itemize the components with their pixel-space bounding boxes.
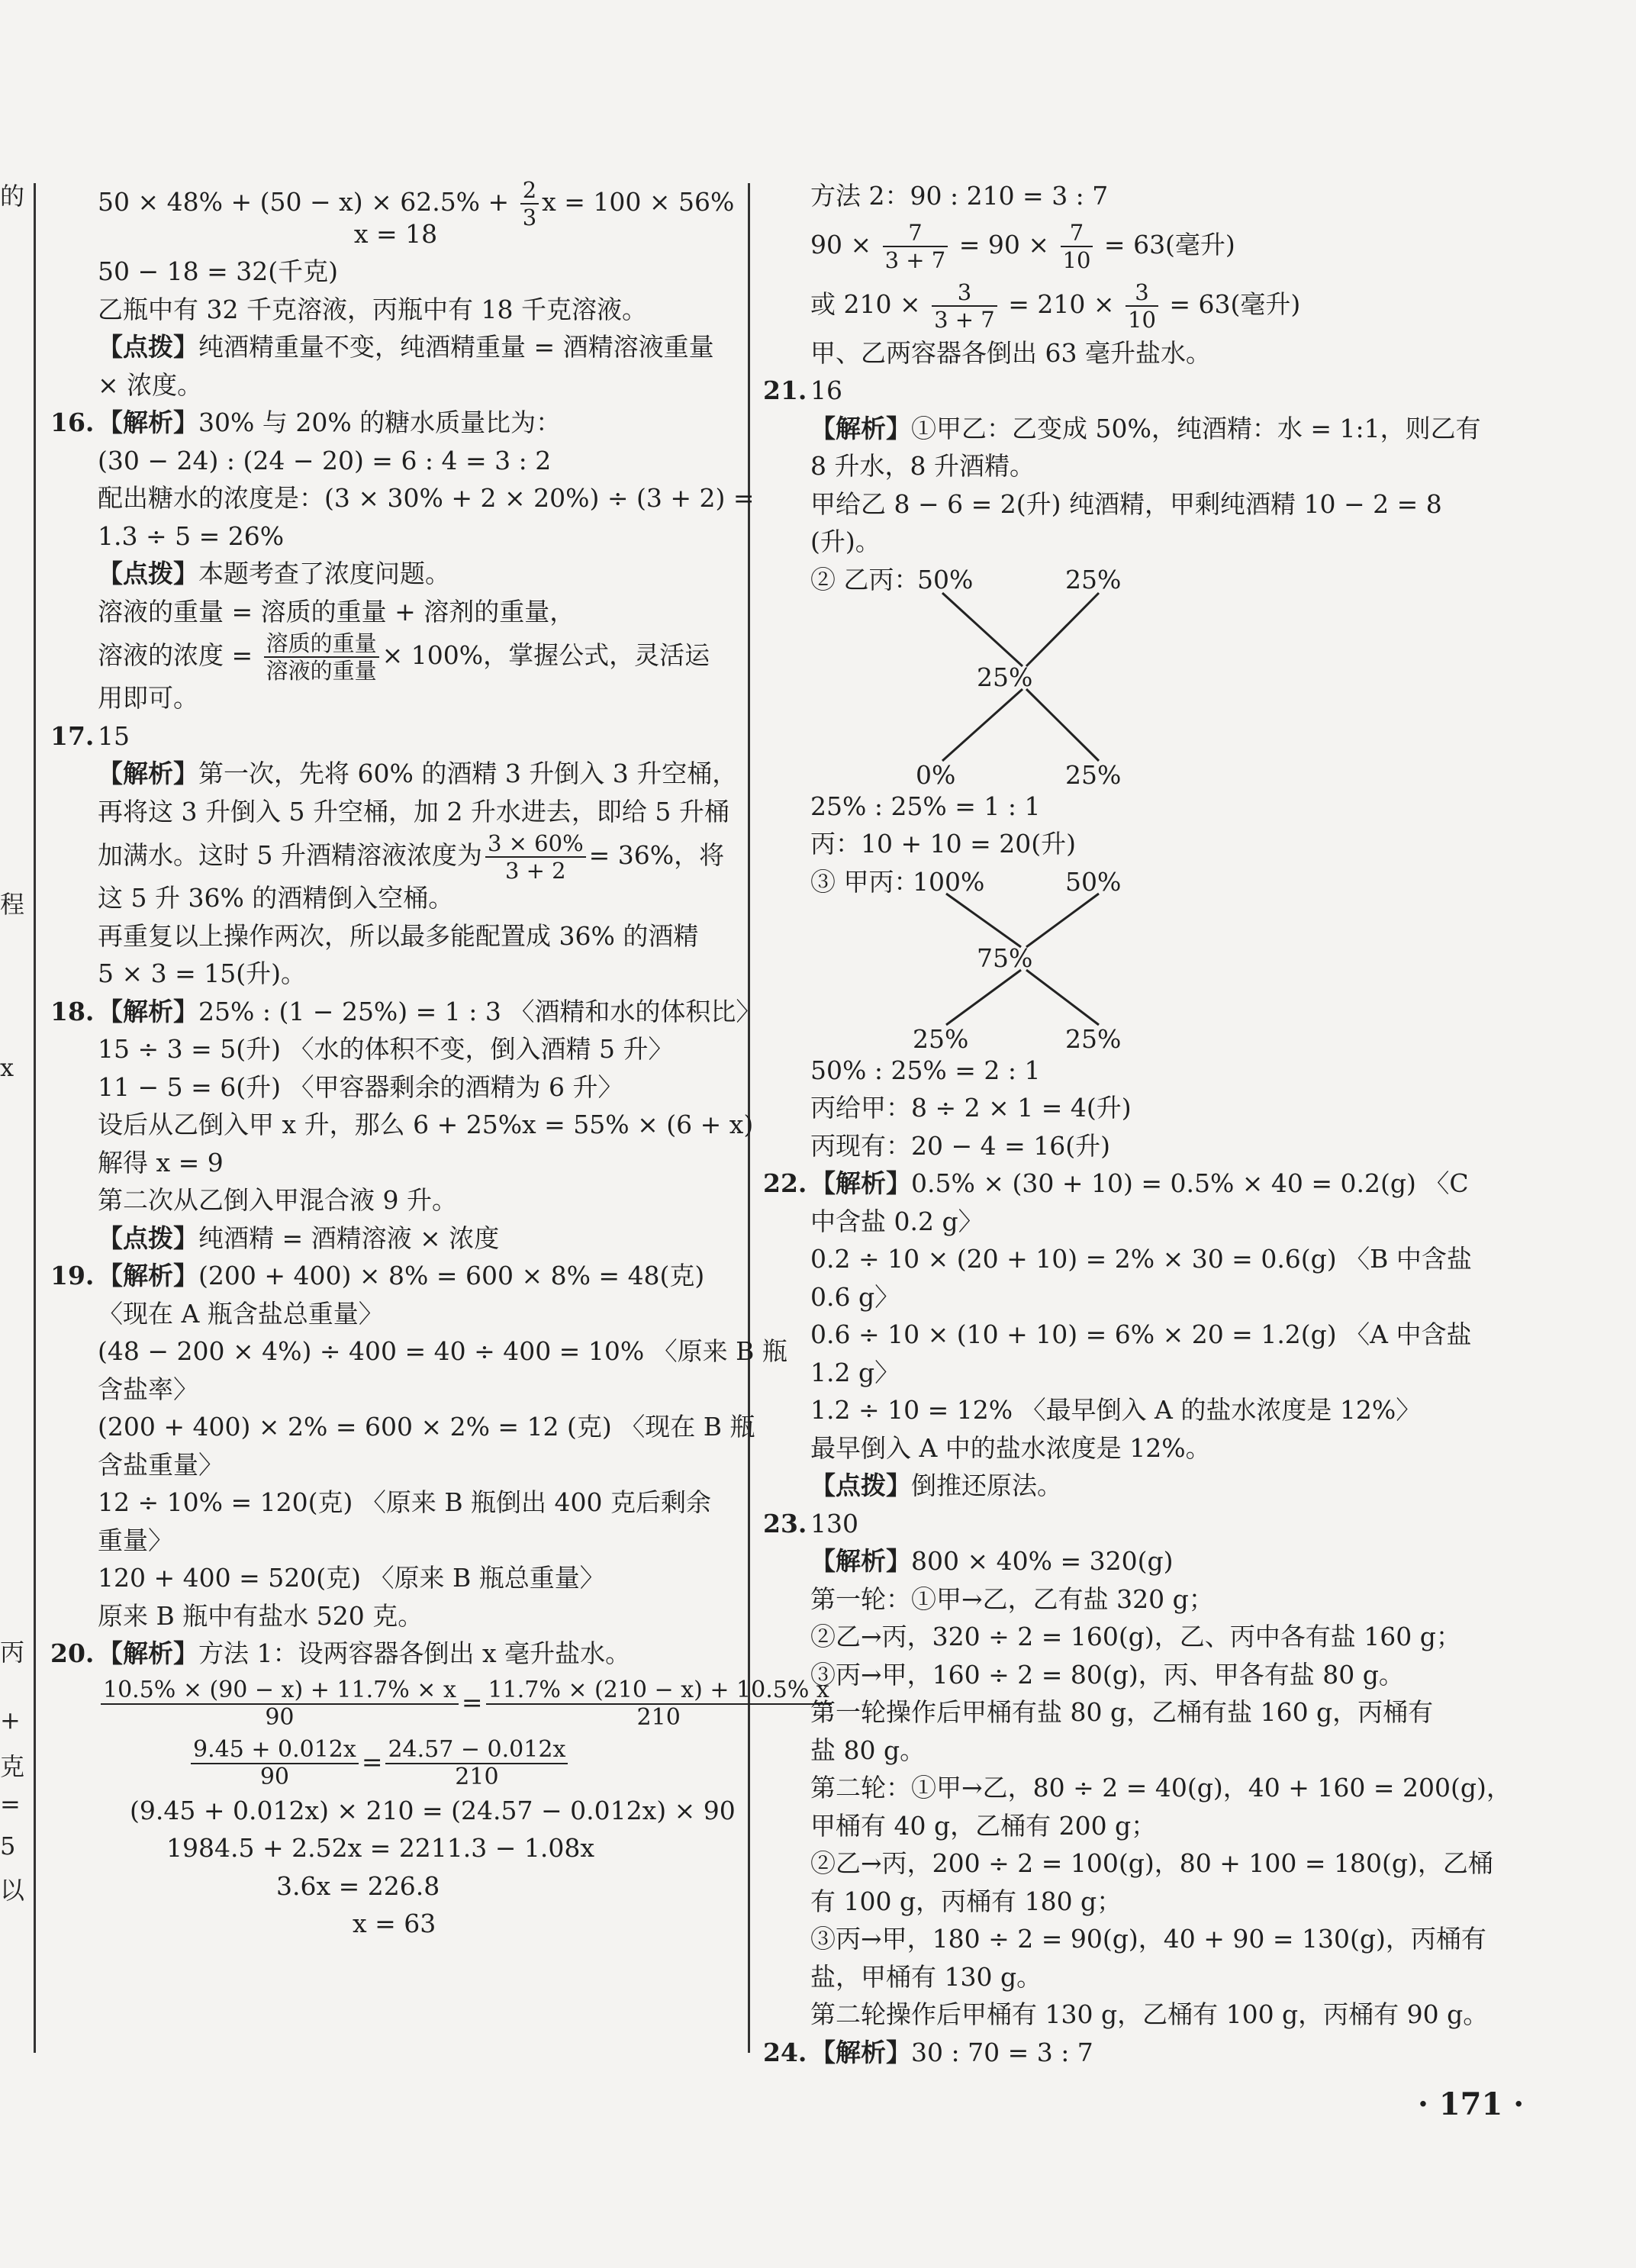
cross-top-left: 100%	[913, 866, 985, 897]
text-line: 这 5 升 36% 的酒精倒入空桶。	[98, 883, 454, 913]
text-line: (200 + 400) × 2% = 600 × 2% = 12 (克) 〈现在 B 瓶	[98, 1412, 755, 1442]
text-line: 第一轮：①甲→乙，乙有盐 320 g；	[810, 1583, 1214, 1614]
text-line: (30 − 24) : (24 − 20) = 6 : 4 = 3 : 2	[98, 445, 552, 475]
text-line: 0.6 g〉	[810, 1281, 900, 1312]
edge-fragment: 克	[0, 1752, 25, 1781]
cross-middle: 25%	[977, 662, 1033, 692]
edge-fragment: x	[0, 1053, 14, 1082]
page-number: · 171 ·	[1418, 2086, 1525, 2122]
fraction: $\frac{24.57 - 0.012x}{210}$	[385, 1737, 568, 1790]
edge-fragment: 5	[0, 1831, 16, 1860]
left-margin-rule	[34, 183, 36, 2053]
text-line: 15 ÷ 3 = 5(升) 〈水的体积不变，倒入酒精 5 升〉	[98, 1034, 674, 1064]
text-line: 乙瓶中有 32 千克溶液，丙瓶中有 18 千克溶液。	[98, 294, 647, 324]
text-line: 1.3 ÷ 5 = 26%	[98, 520, 285, 551]
cross-diagram-yi-bing	[763, 561, 1572, 788]
cross-top-right: 25%	[1065, 564, 1122, 594]
cross-label: ② 乙丙：	[810, 564, 919, 594]
edge-fragment: 程	[0, 890, 25, 919]
text-line: 第一轮操作后甲桶有盐 80 g，乙桶有盐 160 g，丙桶有	[810, 1697, 1434, 1727]
text-line: 甲给乙 8 − 6 = 2(升) 纯酒精，甲剩纯酒精 10 − 2 = 8	[810, 488, 1442, 519]
text-line: 120 + 400 = 520(克) 〈原来 B 瓶总重量〉	[98, 1563, 605, 1593]
edge-fragment: 的	[0, 182, 25, 211]
question-19: 19. 【解析】(200 + 400) × 8% = 600 × 8% = 48(克)	[50, 1261, 705, 1290]
text-line: 最早倒入 A 中的盐水浓度是 12%。	[810, 1432, 1211, 1463]
text-line: 丙：10 + 10 = 20(升)	[810, 829, 1076, 859]
cross-top-left: 50%	[917, 564, 974, 594]
edge-fragment: 丙	[0, 1638, 25, 1667]
cross-bottom-left: 0%	[916, 759, 956, 790]
text-line: 溶液的重量 = 溶质的重量 + 溶剂的重量，	[98, 596, 575, 627]
text-line: 甲桶有 40 g，乙桶有 200 g；	[810, 1810, 1157, 1841]
text-line: 5 × 3 = 15(升)。	[98, 958, 306, 988]
fraction: $\frac{7}{3 + 7}$	[883, 220, 948, 273]
text-line: 再将这 3 升倒入 5 升空桶，加 2 升水进去，即给 5 升桶	[98, 796, 729, 826]
text-line: 11 − 5 = 6(升) 〈甲容器剩余的酒精为 6 升〉	[98, 1071, 623, 1102]
text-line: 第二轮：①甲→乙，80 ÷ 2 = 40(g)，40 + 160 = 200(g)，	[810, 1773, 1512, 1802]
equation-line: 或 210 × $\frac{3}{3 + 7}$ = 210 × $\frac{3}{10}$ = 63(毫升)	[810, 279, 1301, 333]
text-line: 1.2 g〉	[810, 1357, 900, 1387]
text-line: 0.2 ÷ 10 × (20 + 10) = 2% × 30 = 0.6(g) 〈B 中含盐	[810, 1244, 1472, 1274]
text-line: 0.6 ÷ 10 × (10 + 10) = 6% × 20 = 1.2(g) 〈A 中含盐	[810, 1319, 1472, 1349]
equation-line: 1984.5 + 2.52x = 2211.3 − 1.08x	[166, 1833, 594, 1863]
right-column	[763, 177, 1572, 2071]
text-line: 原来 B 瓶中有盐水 520 克。	[98, 1600, 423, 1631]
text-line: 中含盐 0.2 g〉	[810, 1206, 984, 1236]
fraction: $\frac{10.5\% \times (90 - x) + 11.7\% \times x}{90}$	[101, 1677, 459, 1731]
fraction: $\frac{9.45 + 0.012x}{90}$	[191, 1737, 359, 1790]
text-line: ②乙→丙，320 ÷ 2 = 160(g)，乙、丙中各有盐 160 g；	[810, 1622, 1461, 1651]
cross-bottom-right: 25%	[1065, 1023, 1122, 1054]
question-23: 23. 130	[763, 1508, 858, 1538]
text-line: 丙现有：20 − 4 = 16(升)	[810, 1130, 1110, 1161]
text-line: 方法 2：90 : 210 = 3 : 7	[810, 181, 1109, 211]
text-line: 解得 x = 9	[98, 1147, 224, 1177]
fraction: $\frac{3}{3 + 7}$	[932, 279, 997, 333]
cross-bottom-right: 25%	[1065, 759, 1122, 790]
question-16: 16. 【解析】30% 与 20% 的糖水质量比为：	[50, 408, 562, 437]
cross-diagram-jia-bing	[763, 863, 1572, 1052]
question-17: 17. 15	[50, 720, 130, 751]
formula-line: 加满水。这时 5 升酒精溶液浓度为 $\frac{3 \times 60\%}{3 + 2}$ = 36%，将	[98, 830, 725, 884]
text-line: 甲、乙两容器各倒出 63 毫升盐水。	[810, 337, 1211, 368]
text-line: 【解析】800 × 40% = 320(g)	[810, 1546, 1174, 1576]
text-line: ③丙→甲，160 ÷ 2 = 80(g)，丙、甲各有盐 80 g。	[810, 1659, 1404, 1690]
equation-line: x = 63	[353, 1909, 436, 1938]
text-line: 配出糖水的浓度是：(3 × 30% + 2 × 20%) ÷ (3 + 2) =	[98, 483, 755, 513]
text-line: ②乙→丙，200 ÷ 2 = 100(g)，80 + 100 = 180(g)，乙桶	[810, 1848, 1493, 1878]
text-line: 25% : 25% = 1 : 1	[810, 791, 1041, 821]
text-line: 含盐率〉	[98, 1374, 198, 1404]
text-line: 8 升水，8 升酒精。	[810, 451, 1035, 481]
edge-fragment: =	[0, 1790, 21, 1819]
cross-bottom-left: 25%	[913, 1023, 969, 1054]
fraction: $\frac{2}{3}$	[520, 177, 539, 230]
text-line: 重量〉	[98, 1525, 173, 1555]
fraction: $\frac{11.7\% \times (210 - x) + 10.5\% x}{210}$	[486, 1677, 832, 1731]
text-line: (48 − 200 × 4%) ÷ 400 = 40 ÷ 400 = 10% 〈原来 B 瓶	[98, 1336, 787, 1366]
equation-line: $\frac{10.5\% \times (90 - x) + 11.7\% \times x}{90}$ = $\frac{11.7\% \times (210 - x) + 10.5\% x}{210}$	[50, 1673, 741, 1732]
equation-line: x = 18	[353, 218, 438, 249]
text-line: 第二轮操作后甲桶有 130 g，乙桶有 100 g，丙桶有 90 g。	[810, 1999, 1489, 2029]
text-line: ③丙→甲，180 ÷ 2 = 90(g)，40 + 90 = 130(g)，丙桶有	[810, 1924, 1486, 1954]
equation-line: $\frac{9.45 + 0.012x}{90}$ = $\frac{24.57 - 0.012x}{210}$	[50, 1732, 741, 1792]
edge-fragment: 以	[0, 1876, 25, 1905]
formula-line: 溶液的浓度 = $\frac{\text{溶质的重量}}{\text{溶液的重量}}$ × 100%，掌握公式，灵活运	[98, 630, 710, 684]
question-18: 18. 【解析】25% : (1 − 25%) = 1 : 3 〈酒精和水的体积比〉	[50, 996, 762, 1026]
text-line: 有 100 g，丙桶有 180 g；	[810, 1886, 1122, 1916]
equation-line: 50 × 48% + (50 − x) × 62.5% + $\frac{2}{3}$ x = 100 × 56%	[98, 177, 735, 230]
equation-line: 90 × $\frac{7}{3 + 7}$ = 90 × $\frac{7}{10}$ = 63(毫升)	[810, 219, 1235, 273]
text-line: 第二次从乙倒入甲混合液 9 升。	[98, 1185, 457, 1215]
text-line: 盐，甲桶有 130 g。	[810, 1961, 1042, 1992]
cross-middle: 75%	[977, 942, 1033, 973]
text-line: 〈现在 A 瓶含盐总重量〉	[98, 1298, 384, 1329]
question-22: 22. 【解析】0.5% × (30 + 10) = 0.5% × 40 = 0.2(g) 〈C	[763, 1168, 1469, 1198]
edge-fragment: +	[0, 1706, 21, 1735]
text-line: 含盐重量〉	[98, 1449, 224, 1480]
question-21: 21. 16	[763, 375, 842, 405]
equation-line: (9.45 + 0.012x) × 210 = (24.57 − 0.012x) × 90	[130, 1795, 736, 1825]
text-line: 盐 80 g。	[810, 1735, 926, 1765]
fraction: $\frac{3 \times 60\%}{3 + 2}$	[485, 830, 586, 884]
text-line: × 浓度。	[98, 369, 203, 400]
text-line: 1.2 ÷ 10 = 12% 〈最早倒入 A 的盐水浓度是 12%〉	[810, 1395, 1422, 1425]
text-line: (升)。	[810, 527, 881, 556]
text-line: 12 ÷ 10% = 120(克) 〈原来 B 瓶倒出 400 克后剩余	[98, 1487, 712, 1517]
fraction: $\frac{\text{溶质的重量}}{\text{溶液的重量}}$	[264, 630, 379, 684]
fraction: $\frac{3}{10}$	[1126, 279, 1158, 333]
cross-label: ③ 甲丙：	[810, 866, 919, 897]
tip-line: 【点拨】纯酒精重量不变，纯酒精重量 = 酒精溶液重量	[98, 332, 714, 362]
question-24: 24. 【解析】30 : 70 = 3 : 7	[763, 2037, 1093, 2067]
tip-line: 【点拨】倒推还原法。	[810, 1471, 1062, 1500]
cross-top-right: 50%	[1065, 866, 1122, 897]
fraction: $\frac{7}{10}$	[1061, 220, 1093, 273]
text-line: 用即可。	[98, 683, 198, 713]
tip-line: 【点拨】纯酒精 = 酒精溶液 × 浓度	[98, 1223, 500, 1253]
text-line: 设后从乙倒入甲 x 升，那么 6 + 25%x = 55% × (6 + x)	[98, 1110, 754, 1139]
text-line: 再重复以上操作两次，所以最多能配置成 36% 的酒精	[98, 920, 699, 951]
tip-line: 【点拨】本题考查了浓度问题。	[98, 559, 450, 588]
text-line: 【解析】①甲乙：乙变成 50%，纯酒精：水 = 1:1，则乙有	[810, 413, 1481, 443]
question-20: 20. 【解析】方法 1：设两容器各倒出 x 毫升盐水。	[50, 1638, 631, 1668]
text-line: 丙给甲：8 ÷ 2 × 1 = 4(升)	[810, 1093, 1132, 1123]
text-line: 50 − 18 = 32(千克)	[98, 256, 338, 286]
text-line: 【解析】第一次，先将 60% 的酒精 3 升倒入 3 升空桶，	[98, 759, 738, 788]
equation-line: 3.6x = 226.8	[276, 1870, 440, 1901]
text-line: 50% : 25% = 2 : 1	[810, 1055, 1041, 1085]
